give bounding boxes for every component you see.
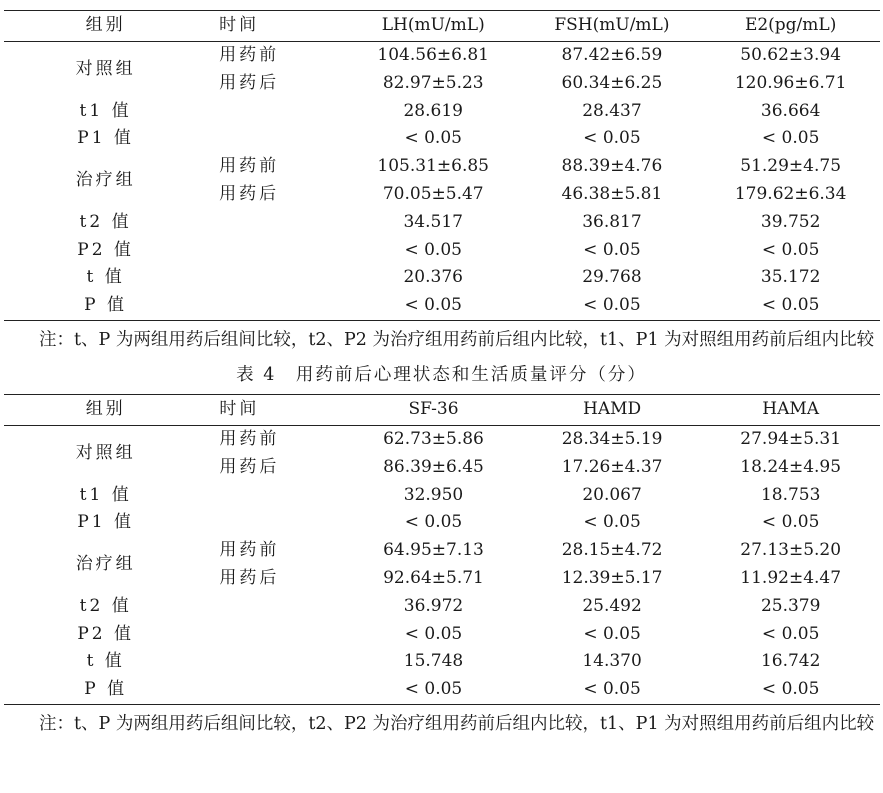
value-cell: 46.38±5.81 <box>561 183 663 204</box>
table-note: 注：t、P 为两组用药后组间比较，t2、P2 为治疗组用药前后组内比较，t1、P1 为对照组用药前后组内比较 <box>39 329 875 350</box>
value-cell: 82.97±5.23 <box>382 72 484 93</box>
group-label-treatment: 治疗组 <box>75 554 136 575</box>
value-cell: < 0.05 <box>404 128 462 149</box>
value-cell: < 0.05 <box>404 679 463 700</box>
time-label: 用药后 <box>219 567 280 588</box>
value-cell: < 0.05 <box>761 512 820 533</box>
stat-label: P 值 <box>84 295 127 316</box>
table-hormone-levels <box>4 10 880 321</box>
group-label-control: 对照组 <box>75 442 136 463</box>
value-cell: 17.26±4.37 <box>561 456 663 477</box>
header-time: 时间 <box>219 15 260 36</box>
value-cell: 86.39±6.45 <box>383 456 484 477</box>
header-sf36: SF-36 <box>408 399 459 420</box>
value-cell: < 0.05 <box>583 623 641 644</box>
header-fsh: FSH(mU/mL) <box>554 15 670 36</box>
table-row <box>4 292 880 320</box>
value-cell: 28.437 <box>582 100 642 121</box>
table-row <box>4 537 880 565</box>
stat-label: P 值 <box>84 679 128 700</box>
paper-page <box>0 10 883 793</box>
value-cell: 64.95±7.13 <box>383 540 484 561</box>
value-cell: < 0.05 <box>404 512 463 533</box>
group-label-control: 对照组 <box>75 58 136 79</box>
stat-label: t 值 <box>86 651 125 672</box>
time-label: 用药前 <box>219 428 280 449</box>
value-cell: 51.29±4.75 <box>740 156 842 177</box>
time-label: 用药后 <box>219 183 280 204</box>
value-cell: 14.370 <box>582 651 642 672</box>
value-cell: 60.34±6.25 <box>561 72 663 93</box>
value-cell: < 0.05 <box>761 295 820 316</box>
value-cell: 18.24±4.95 <box>740 456 842 477</box>
value-cell: 20.376 <box>403 267 463 288</box>
value-cell: < 0.05 <box>583 239 641 260</box>
header-hamd: HAMD <box>583 399 642 420</box>
stat-label: P2 值 <box>77 623 135 644</box>
header-group: 组别 <box>85 399 126 420</box>
table-row <box>4 264 880 292</box>
stat-label: P2 值 <box>77 239 134 260</box>
header-lh: LH(mU/mL) <box>381 15 485 36</box>
value-cell: < 0.05 <box>404 623 463 644</box>
value-cell: 36.972 <box>403 595 464 616</box>
stat-label: P1 值 <box>77 512 135 533</box>
value-cell: 50.62±3.94 <box>740 45 842 65</box>
value-cell: 28.34±5.19 <box>561 428 663 449</box>
value-cell: 39.752 <box>760 211 821 232</box>
table-row <box>4 425 880 453</box>
value-cell: 36.664 <box>760 100 821 121</box>
table-header-row <box>4 11 880 42</box>
value-cell: < 0.05 <box>583 128 641 149</box>
table-row <box>4 509 880 537</box>
value-cell: 12.39±5.17 <box>561 567 663 588</box>
value-cell: 35.172 <box>760 267 821 288</box>
value-cell: 11.92±4.47 <box>740 567 842 588</box>
time-label: 用药前 <box>219 156 280 177</box>
stat-label: P1 值 <box>77 128 134 149</box>
value-cell: 88.39±4.76 <box>561 156 663 177</box>
value-cell: 32.950 <box>403 484 464 505</box>
value-cell: 104.56±6.81 <box>377 45 490 65</box>
stat-label: t1 值 <box>79 484 132 505</box>
group-label-treatment: 治疗组 <box>75 170 136 191</box>
time-label: 用药后 <box>219 456 280 477</box>
value-cell: 120.96±6.71 <box>734 72 847 93</box>
value-cell: < 0.05 <box>583 512 641 533</box>
table-row <box>4 482 880 510</box>
time-label: 用药后 <box>219 72 280 93</box>
table-row <box>4 237 880 265</box>
value-cell: 16.742 <box>760 651 821 672</box>
time-label: 用药前 <box>219 540 280 561</box>
stat-label: t 值 <box>86 267 125 288</box>
value-cell: 34.517 <box>403 211 463 232</box>
value-cell: 87.42±6.59 <box>561 45 663 65</box>
value-cell: 20.067 <box>582 484 642 505</box>
table-header-row <box>4 394 880 425</box>
value-cell: 29.768 <box>582 267 642 288</box>
value-cell: 27.94±5.31 <box>740 428 842 449</box>
value-cell: 28.15±4.72 <box>561 540 663 561</box>
table-title: 表 4 用药前后心理状态和生活质量评分（分） <box>236 364 647 385</box>
table-row <box>4 209 880 237</box>
value-cell: 28.619 <box>403 100 463 121</box>
table-row <box>4 42 880 70</box>
value-cell: < 0.05 <box>761 239 820 260</box>
value-cell: 70.05±5.47 <box>382 183 484 204</box>
header-time: 时间 <box>219 399 260 420</box>
value-cell: < 0.05 <box>761 128 820 149</box>
value-cell: 62.73±5.86 <box>383 428 484 449</box>
header-group: 组别 <box>85 15 126 36</box>
table-psych-quality-scores <box>4 394 880 705</box>
value-cell: 18.753 <box>760 484 821 505</box>
value-cell: 27.13±5.20 <box>740 540 842 561</box>
table-row <box>4 125 880 153</box>
table-row <box>4 153 880 181</box>
value-cell: < 0.05 <box>761 623 820 644</box>
header-e2: E2(pg/mL) <box>744 15 837 36</box>
value-cell: 179.62±6.34 <box>734 183 847 204</box>
table-row <box>4 98 880 126</box>
header-hama: HAMA <box>762 399 820 420</box>
stat-label: t1 值 <box>79 100 132 121</box>
value-cell: < 0.05 <box>761 679 820 700</box>
value-cell: < 0.05 <box>404 239 462 260</box>
table-note: 注：t、P 为两组用药后组间比较，t2、P2 为治疗组用药前后组内比较，t1、P1 为对照组用药前后组内比较 <box>39 713 875 734</box>
stat-label: t2 值 <box>79 211 132 232</box>
table-row <box>4 593 880 621</box>
value-cell: 25.379 <box>760 595 821 616</box>
value-cell: < 0.05 <box>583 295 641 316</box>
table-row <box>4 648 880 676</box>
time-label: 用药前 <box>219 45 280 65</box>
table-row <box>4 676 880 704</box>
value-cell: 92.64±5.71 <box>383 567 484 588</box>
value-cell: < 0.05 <box>583 679 641 700</box>
stat-label: t2 值 <box>79 595 132 616</box>
value-cell: 105.31±6.85 <box>377 156 490 177</box>
table-row <box>4 621 880 649</box>
value-cell: 36.817 <box>582 211 642 232</box>
value-cell: 25.492 <box>582 595 642 616</box>
value-cell: < 0.05 <box>404 295 462 316</box>
value-cell: 15.748 <box>403 651 464 672</box>
